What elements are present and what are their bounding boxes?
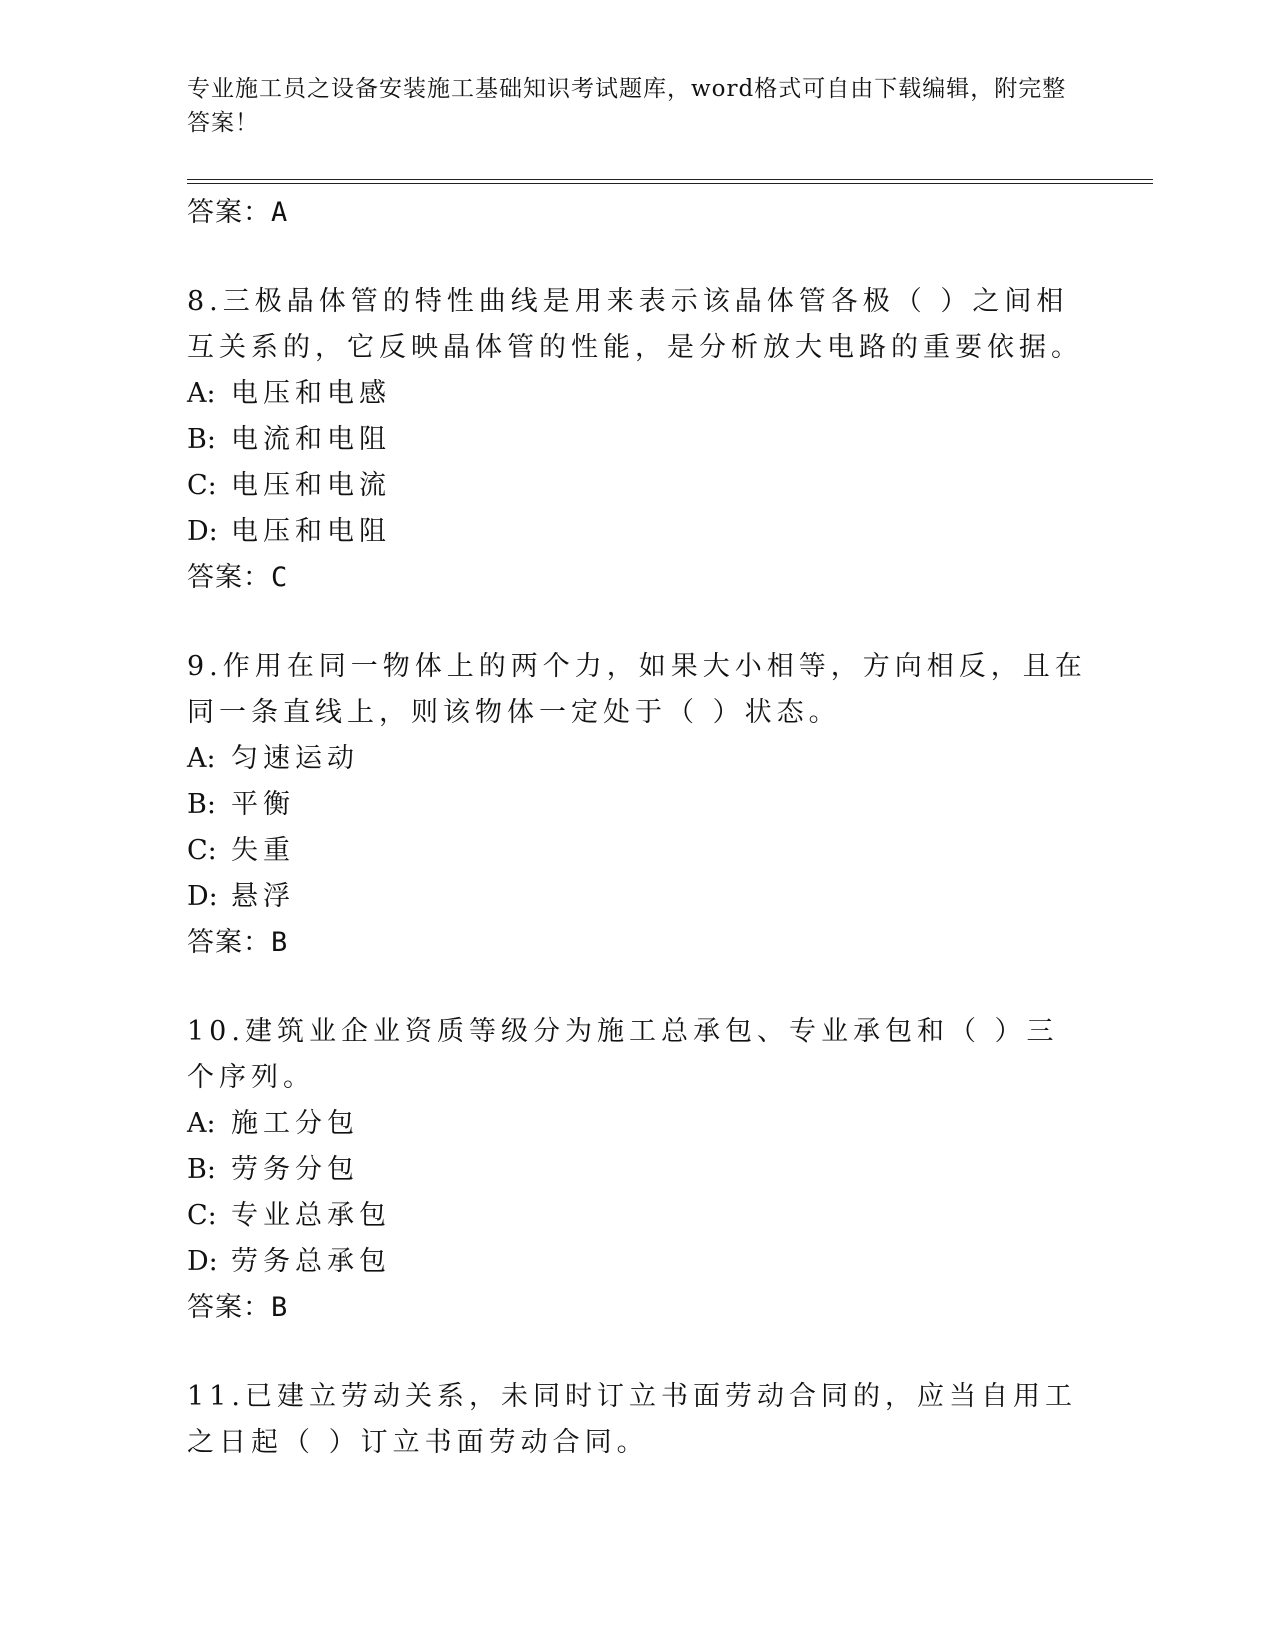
question-block <box>187 279 1087 601</box>
option-letter: D: <box>187 516 218 547</box>
answer-value: B <box>271 1292 289 1323</box>
option-text: 平衡 <box>231 789 295 820</box>
answer-line <box>187 1285 1087 1331</box>
document-header: 专业施工员之设备安装施工基础知识考试题库，word格式可自由下载编辑，附完整答案！ <box>187 76 1067 136</box>
option-c <box>187 463 1087 509</box>
option-letter: D: <box>187 1246 218 1277</box>
option-text: 匀速运动 <box>231 743 359 774</box>
header-rule-top <box>187 179 1153 180</box>
answer-label: 答案： <box>187 927 271 958</box>
option-text: 专业总承包 <box>231 1200 391 1231</box>
option-letter: A: <box>187 378 216 409</box>
answer-line <box>187 190 1087 236</box>
header-rule-bottom <box>187 183 1153 184</box>
spacer <box>187 1331 1087 1374</box>
option-a <box>187 371 1087 417</box>
question-block <box>187 644 1087 966</box>
question-text: 8.三极晶体管的特性曲线是用来表示该晶体管各极（ ）之间相互关系的，它反映晶体管的性能，是分析放大电路的重要依据。 <box>187 286 1083 363</box>
question-block <box>187 1009 1087 1331</box>
option-b <box>187 782 1087 828</box>
option-text: 电流和电阻 <box>231 424 391 455</box>
option-letter: B: <box>187 424 216 455</box>
spacer <box>187 601 1087 644</box>
answer-label: 答案： <box>187 1292 271 1323</box>
option-a <box>187 736 1087 782</box>
option-a <box>187 1101 1087 1147</box>
question-content <box>187 190 1087 1466</box>
question-text: 9.作用在同一物体上的两个力，如果大小相等，方向相反，且在同一条直线上，则该物体一定处于（ ）状态。 <box>187 651 1087 728</box>
option-text: 劳务总承包 <box>231 1246 391 1277</box>
answer-label: 答案： <box>187 562 271 593</box>
option-text: 电压和电阻 <box>231 516 391 547</box>
option-letter: C: <box>187 1200 217 1231</box>
option-letter: B: <box>187 789 216 820</box>
question-block <box>187 1374 1087 1466</box>
option-d <box>187 1239 1087 1285</box>
option-text: 施工分包 <box>231 1108 359 1139</box>
option-letter: B: <box>187 1154 216 1185</box>
option-letter: C: <box>187 835 217 866</box>
option-c <box>187 828 1087 874</box>
option-d <box>187 509 1087 555</box>
option-letter: C: <box>187 470 217 501</box>
answer-line <box>187 555 1087 601</box>
answer-line <box>187 920 1087 966</box>
option-text: 电压和电感 <box>231 378 391 409</box>
answer-value: B <box>271 927 289 958</box>
question-text: 11.已建立劳动关系，未同时订立书面劳动合同的，应当自用工之日起（ ）订立书面劳动合同。 <box>187 1381 1077 1458</box>
option-text: 悬浮 <box>231 881 295 912</box>
option-d <box>187 874 1087 920</box>
spacer <box>187 236 1087 279</box>
option-c <box>187 1193 1087 1239</box>
option-letter: A: <box>187 1108 216 1139</box>
answer-value: A <box>271 197 289 228</box>
option-b <box>187 1147 1087 1193</box>
option-text: 电压和电流 <box>231 470 391 501</box>
option-text: 失重 <box>231 835 295 866</box>
answer-label: 答案： <box>187 197 271 228</box>
option-b <box>187 417 1087 463</box>
question-text: 10.建筑业企业资质等级分为施工总承包、专业承包和（ ）三个序列。 <box>187 1016 1059 1093</box>
spacer <box>187 966 1087 1009</box>
option-text: 劳务分包 <box>231 1154 359 1185</box>
answer-value: C <box>271 562 289 593</box>
option-letter: D: <box>187 881 218 912</box>
option-letter: A: <box>187 743 216 774</box>
